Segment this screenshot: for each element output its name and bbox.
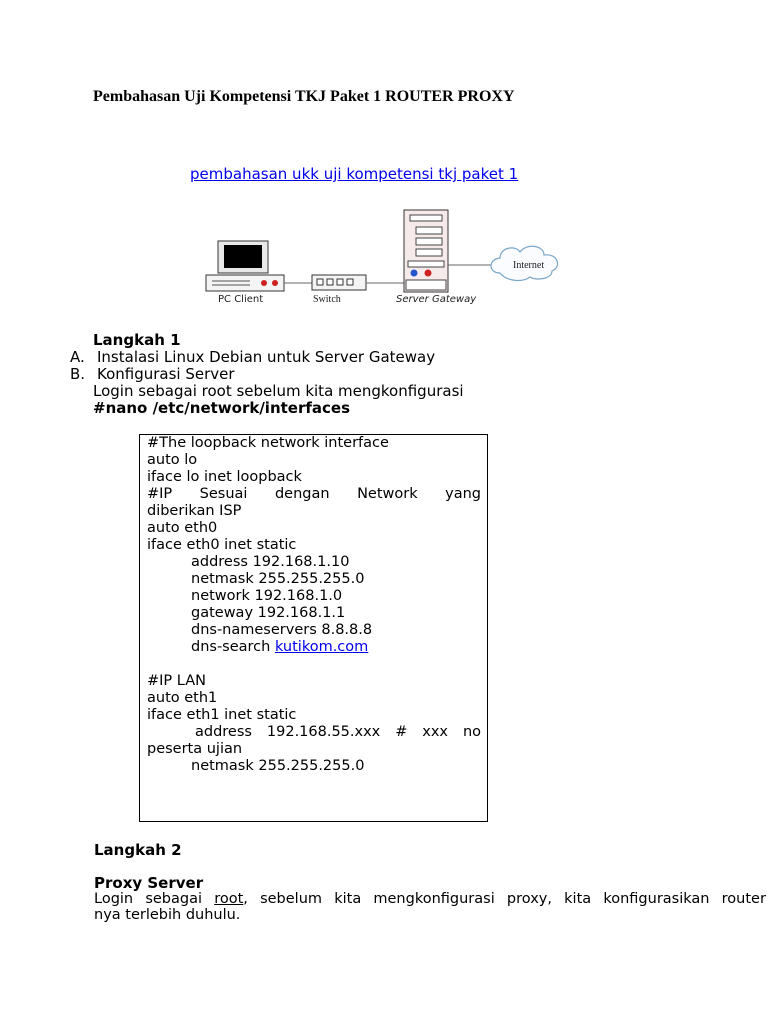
paragraph-word: Login <box>94 891 134 907</box>
list-marker-a: A. <box>70 348 85 366</box>
paragraph-word: kita <box>564 891 592 907</box>
paragraph-line-justified: Login sebagai root, sebelum kita mengkonfigurasi proxy, kita konfigurasikan router <box>94 891 766 907</box>
config-word: Network <box>357 486 418 502</box>
proxy-paragraph <box>94 891 766 923</box>
switch-icon <box>312 275 366 290</box>
server-gateway-label: Server Gateway <box>396 294 477 305</box>
paragraph-word: router <box>721 891 766 907</box>
nano-command: #nano /etc/network/interfaces <box>93 399 351 417</box>
config-word: 192.168.55.xxx <box>266 724 381 740</box>
config-box <box>139 434 488 822</box>
config-line: netmask 255.255.255.0 <box>191 758 365 774</box>
config-line: address 192.168.1.10 <box>191 554 350 570</box>
document-title: Pembahasan Uji Kompetensi TKJ Paket 1 ROUTER PROXY <box>93 88 515 105</box>
config-line: auto eth0 <box>147 520 218 536</box>
config-line: auto eth1 <box>147 690 218 706</box>
config-line: #IP LAN <box>147 673 206 689</box>
config-line: netmask 255.255.255.0 <box>191 571 365 587</box>
network-diagram <box>200 205 575 315</box>
list-item-b: Konfigurasi Server <box>97 365 235 383</box>
paragraph-word: sebagai <box>145 891 202 907</box>
paragraph-word: sebelum <box>260 891 323 907</box>
config-line: diberikan ISP <box>147 503 242 519</box>
config-line: peserta ujian <box>147 741 243 757</box>
langkah2-heading: Langkah 2 <box>94 841 182 859</box>
proxy-server-heading: Proxy Server <box>94 874 204 892</box>
paragraph-word: konfigurasikan <box>603 891 710 907</box>
pc-client-icon <box>206 241 284 291</box>
langkah1-heading: Langkah 1 <box>93 331 181 349</box>
config-word: Sesuai <box>199 486 248 502</box>
switch-label: Switch <box>313 294 341 305</box>
list-marker-b: B. <box>70 365 86 383</box>
root-underlined-word: root <box>214 891 244 907</box>
config-word: xxx <box>422 724 449 740</box>
server-gateway-icon <box>404 210 448 292</box>
config-line: iface lo inet loopback <box>147 469 302 485</box>
config-line: auto lo <box>147 452 198 468</box>
config-line-justified <box>195 724 481 740</box>
config-word: dengan <box>274 486 330 502</box>
config-line: gateway 192.168.1.1 <box>191 605 346 621</box>
list-item-a: Instalasi Linux Debian untuk Server Gateway <box>97 348 436 366</box>
config-word: yang <box>445 486 481 502</box>
config-line: #The loopback network interface <box>147 435 389 451</box>
pc-client-label: PC Client <box>218 294 264 305</box>
config-word: # <box>395 724 408 740</box>
internet-label: Internet <box>513 260 545 271</box>
config-word: address <box>195 724 252 740</box>
config-line: dns-nameservers 8.8.8.8 <box>191 622 373 638</box>
config-word: #IP <box>147 486 173 502</box>
login-instruction: Login sebagai root sebelum kita mengkonfigurasi <box>93 382 464 400</box>
config-line: iface eth0 inet static <box>147 537 297 553</box>
paragraph-word: kita <box>334 891 362 907</box>
config-line: iface eth1 inet static <box>147 707 297 723</box>
dns-search-label: dns-search <box>191 639 275 655</box>
paragraph-word: mengkonfigurasi <box>373 891 495 907</box>
config-line: network 192.168.1.0 <box>191 588 343 604</box>
config-word: no <box>462 724 481 740</box>
paragraph-word: proxy, <box>506 891 552 907</box>
paragraph-line: nya terlebih duhulu. <box>94 907 241 923</box>
kutikom-link[interactable]: kutikom.com <box>274 639 369 655</box>
config-line-justified <box>147 486 481 502</box>
config-line <box>191 639 368 655</box>
heading-link[interactable]: pembahasan ukk uji kompetensi tkj paket 1 <box>190 165 519 183</box>
